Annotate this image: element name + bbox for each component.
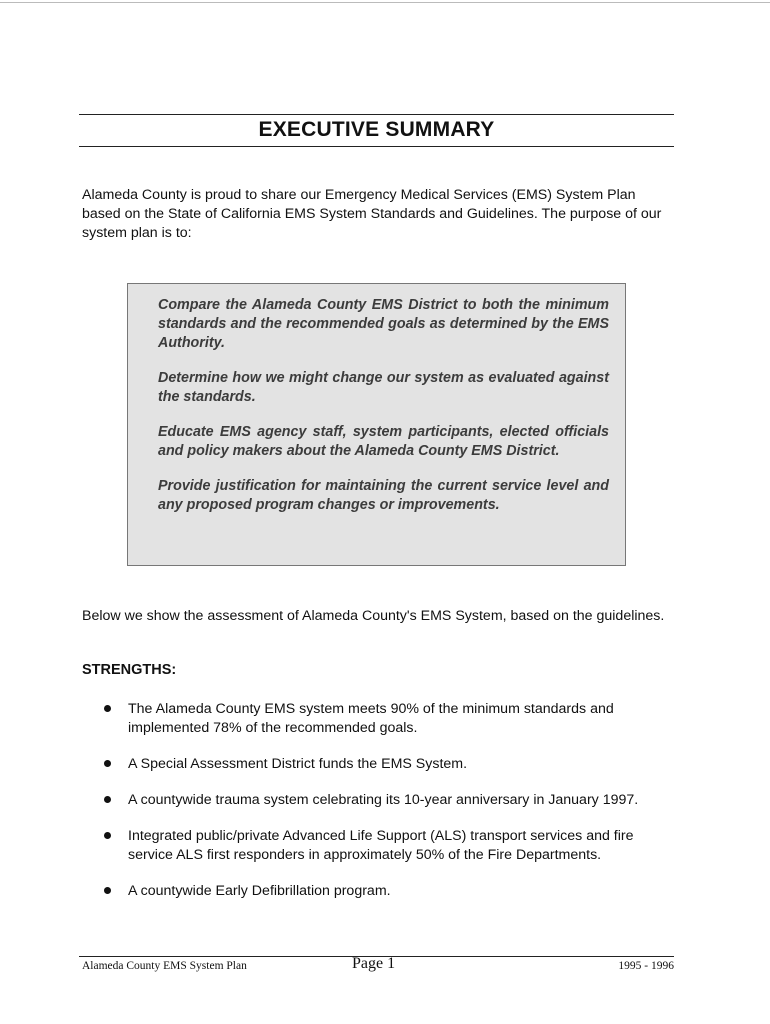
page-top-edge — [0, 2, 770, 3]
footer-document-name: Alameda County EMS System Plan — [82, 960, 247, 972]
list-item — [82, 882, 674, 901]
purpose-item: Educate EMS agency staff, system participants, elected officials and policy makers about the Alameda County EMS District. — [158, 424, 609, 459]
title-bottom-rule — [79, 146, 674, 147]
list-item — [82, 791, 674, 810]
purpose-item: Provide justification for maintaining the current service level and any proposed program changes or improvements. — [158, 478, 609, 513]
list-item — [82, 827, 674, 865]
purpose-item: Compare the Alameda County EMS District to both the minimum standards and the recommended goals as determined by the EMS Authority. — [158, 297, 609, 351]
intro-paragraph: Alameda County is proud to share our Emergency Medical Services (EMS) System Plan based on the State of California EMS System Standards and Guidelines. The purpose of our system plan is to: — [82, 187, 662, 241]
bullet-icon — [104, 705, 111, 712]
bullet-icon — [104, 832, 111, 839]
list-item — [82, 755, 674, 774]
footer-page-number: Page 1 — [352, 955, 396, 972]
strength-text: The Alameda County EMS system meets 90% of the minimum standards and implemented 78% of the recommended goals. — [128, 701, 614, 736]
bullet-icon — [104, 887, 111, 894]
title-top-rule — [79, 114, 674, 115]
strengths-heading: STRENGTHS: — [82, 662, 177, 678]
strengths-list — [82, 700, 674, 918]
bullet-icon — [104, 760, 111, 767]
purpose-box — [127, 283, 626, 566]
page-title: EXECUTIVE SUMMARY — [258, 118, 495, 141]
strength-text: A countywide Early Defibrillation program. — [128, 883, 391, 899]
assessment-paragraph: Below we show the assessment of Alameda County's EMS System, based on the guidelines. — [82, 608, 665, 624]
strength-text: A Special Assessment District funds the EMS System. — [128, 756, 468, 772]
strength-text: A countywide trauma system celebrating its 10-year anniversary in January 1997. — [128, 792, 639, 808]
strength-text: Integrated public/private Advanced Life Support (ALS) transport services and fire service ALS first responders in approximately 50% of the Fire Departments. — [128, 828, 634, 863]
purpose-item: Determine how we might change our system as evaluated against the standards. — [158, 370, 609, 405]
footer-years: 1995 - 1996 — [618, 960, 674, 972]
bullet-icon — [104, 796, 111, 803]
list-item — [82, 700, 674, 738]
